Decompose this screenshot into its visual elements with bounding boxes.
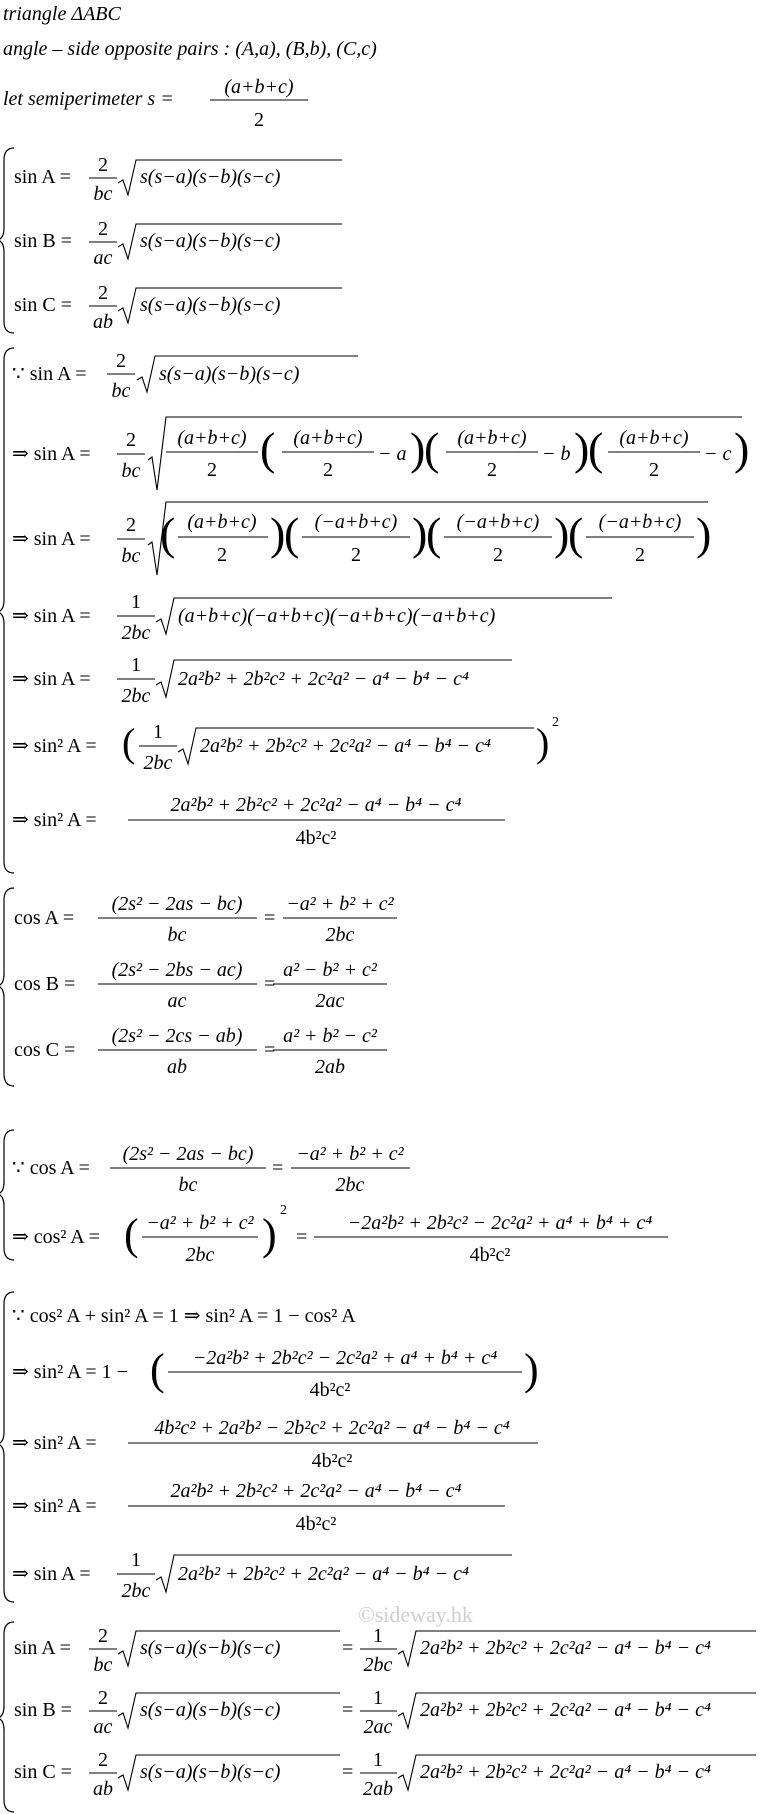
b4r1-lhs: ∵ cos A = bbox=[12, 1157, 90, 1179]
block6-radicand2: 2a²b² + 2b²c² + 2c²a² − a⁴ − b⁴ − c⁴ bbox=[420, 1637, 711, 1659]
b2r5-radicand: 2a²b² + 2b²c² + 2c²a² − a⁴ − b⁴ − c⁴ bbox=[178, 668, 469, 690]
b5r2-den: 4b²c² bbox=[309, 1379, 351, 1401]
block6-num: 2 bbox=[98, 1625, 108, 1647]
b2r3-f2-num: (−a+b+c) bbox=[314, 511, 398, 533]
block6-lhs: sin C = bbox=[14, 1761, 72, 1783]
equals-sign: = bbox=[296, 1226, 308, 1248]
block3-den2: 2ac bbox=[315, 990, 345, 1012]
paren-close: ) bbox=[536, 720, 550, 765]
b2r6-exponent: 2 bbox=[552, 715, 559, 730]
b4r2-exponent: 2 bbox=[280, 1203, 287, 1218]
block1-den: ac bbox=[93, 247, 113, 269]
block6-row-a bbox=[14, 1625, 756, 1676]
block1-den: bc bbox=[93, 183, 113, 205]
brace-left bbox=[0, 1622, 14, 1812]
block6-num2: 1 bbox=[373, 1625, 383, 1647]
block1-row-a bbox=[14, 154, 342, 205]
block-cosines bbox=[0, 888, 397, 1086]
b2r3-lhs: ⇒ sin A = bbox=[12, 528, 91, 550]
block3-num1: (2s² − 2as − bc) bbox=[111, 893, 243, 915]
header-line-semiperimeter: let semiperimeter s = bbox=[3, 88, 174, 110]
b5r5-lhs: ⇒ sin A = bbox=[12, 1563, 91, 1585]
b2r2-f2-num: (a+b+c) bbox=[293, 427, 363, 449]
b2r2-num: 2 bbox=[126, 429, 136, 451]
b2r2-f2-den: 2 bbox=[323, 459, 333, 481]
equals-sign: = bbox=[264, 973, 276, 995]
b2r3-den: bc bbox=[121, 545, 141, 567]
block6-radicand2: 2a²b² + 2b²c² + 2c²a² − a⁴ − b⁴ − c⁴ bbox=[420, 1761, 711, 1783]
b2r6-radicand: 2a²b² + 2b²c² + 2c²a² − a⁴ − b⁴ − c⁴ bbox=[200, 735, 491, 757]
b2r2-f4-den: 2 bbox=[649, 459, 659, 481]
block6-num2: 1 bbox=[373, 1749, 383, 1771]
paren-open: ( bbox=[588, 423, 604, 474]
block6-num2: 1 bbox=[373, 1687, 383, 1709]
block-sine-heron bbox=[0, 148, 342, 333]
b2r2-f3-term: − b bbox=[542, 443, 571, 465]
block6-row-b bbox=[14, 1687, 756, 1738]
b4r1-num1: (2s² − 2as − bc) bbox=[122, 1143, 254, 1165]
b2r2-f1-den: 2 bbox=[207, 459, 217, 481]
paren-open: ( bbox=[568, 508, 584, 559]
block6-radicand: s(s−a)(s−b)(s−c) bbox=[140, 1699, 281, 1721]
header-line-triangle: triangle ΔABC bbox=[3, 3, 121, 25]
block3-num1: (2s² − 2bs − ac) bbox=[111, 959, 243, 981]
paren-close: ) bbox=[696, 508, 712, 559]
b2r5-den: 2bc bbox=[121, 685, 151, 707]
block6-den2: 2ab bbox=[363, 1778, 393, 1800]
b5r3-den: 4b²c² bbox=[311, 1450, 353, 1472]
b4r1-num2: −a² + b² + c² bbox=[296, 1143, 404, 1165]
block3-den1: bc bbox=[167, 924, 187, 946]
b4r2-den1: 2bc bbox=[185, 1244, 215, 1266]
b2r2-f3-den: 2 bbox=[487, 459, 497, 481]
block3-row-a bbox=[14, 893, 397, 946]
b2r1-lhs: ∵ sin A = bbox=[12, 363, 87, 385]
equals-sign: = bbox=[342, 1699, 354, 1721]
block3-num2: −a² + b² + c² bbox=[286, 893, 394, 915]
equals-sign: = bbox=[264, 907, 276, 929]
b2r4-num: 1 bbox=[131, 591, 141, 613]
b2r7-lhs: ⇒ sin² A = bbox=[12, 809, 97, 831]
b2r3-f4-den: 2 bbox=[635, 544, 645, 566]
equals-sign: = bbox=[342, 1761, 354, 1783]
block6-row-c bbox=[14, 1749, 756, 1800]
paren-open: ( bbox=[284, 508, 300, 559]
block6-den2: 2ac bbox=[363, 1716, 393, 1738]
equals-sign: = bbox=[272, 1157, 284, 1179]
paren-open: ( bbox=[150, 1345, 165, 1394]
b5r2-lhs: ⇒ sin² A = 1 − bbox=[12, 1361, 128, 1383]
b2r6-num: 1 bbox=[153, 721, 163, 743]
b2r6-lhs: ⇒ sin² A = bbox=[12, 735, 97, 757]
block6-den: ac bbox=[93, 1716, 113, 1738]
block6-num: 2 bbox=[98, 1749, 108, 1771]
paren-open: ( bbox=[260, 423, 276, 474]
paren-close: ) bbox=[524, 1345, 539, 1394]
paren-close: ) bbox=[262, 1210, 277, 1259]
b2r3-num: 2 bbox=[126, 514, 136, 536]
b5r4-num: 2a²b² + 2b²c² + 2c²a² − a⁴ − b⁴ − c⁴ bbox=[170, 1480, 462, 1502]
b2r5-num: 1 bbox=[131, 654, 141, 676]
b2r2-f4-term: − c bbox=[704, 443, 732, 465]
b2r3-f3-den: 2 bbox=[493, 544, 503, 566]
b4r2-den2: 4b²c² bbox=[469, 1244, 511, 1266]
block3-num1: (2s² − 2cs − ab) bbox=[111, 1025, 243, 1047]
block1-lhs: sin C = bbox=[14, 294, 72, 316]
block6-radicand: s(s−a)(s−b)(s−c) bbox=[140, 1761, 281, 1783]
equals-sign: = bbox=[264, 1039, 276, 1061]
semiperimeter-numerator: (a+b+c) bbox=[224, 76, 294, 98]
paren-open: ( bbox=[424, 423, 440, 474]
b2r7-den: 4b²c² bbox=[295, 827, 337, 849]
paren-close: ) bbox=[734, 423, 750, 474]
block1-num: 2 bbox=[98, 282, 108, 304]
b2r5-lhs: ⇒ sin A = bbox=[12, 668, 91, 690]
paren-open: ( bbox=[426, 508, 442, 559]
block1-row-b bbox=[14, 218, 342, 269]
block1-den: ab bbox=[93, 311, 113, 333]
b4r1-den2: 2bc bbox=[335, 1174, 365, 1196]
b2r2-lhs: ⇒ sin A = bbox=[12, 443, 91, 465]
paren-close: ) bbox=[574, 423, 590, 474]
block1-radicand: s(s−a)(s−b)(s−c) bbox=[140, 166, 281, 188]
block3-den2: 2bc bbox=[325, 924, 355, 946]
b5r5-den: 2bc bbox=[121, 1580, 151, 1602]
b2r2-f2-term: − a bbox=[378, 443, 407, 465]
paren-open: ( bbox=[124, 1210, 139, 1259]
b2r4-radicand: (a+b+c)(−a+b+c)(−a+b+c)(−a+b+c) bbox=[178, 605, 496, 627]
block3-den1: ac bbox=[167, 990, 187, 1012]
b5r5-radicand: 2a²b² + 2b²c² + 2c²a² − a⁴ − b⁴ − c⁴ bbox=[178, 1563, 469, 1585]
equals-sign: = bbox=[342, 1637, 354, 1659]
block3-num2: a² + b² − c² bbox=[283, 1025, 377, 1047]
paren-close: ) bbox=[412, 508, 428, 559]
b4r2-num2: −2a²b² + 2b²c² − 2c²a² + a⁴ + b⁴ + c⁴ bbox=[347, 1212, 653, 1234]
block3-row-b bbox=[14, 959, 387, 1012]
block-identity bbox=[0, 1292, 539, 1602]
b4r2-num1: −a² + b² + c² bbox=[146, 1212, 254, 1234]
b2r3-f3-num: (−a+b+c) bbox=[456, 511, 540, 533]
b5r3-num: 4b²c² + 2a²b² − 2b²c² + 2c²a² − a⁴ − b⁴ − c⁴ bbox=[154, 1417, 510, 1439]
b2r4-lhs: ⇒ sin A = bbox=[12, 605, 91, 627]
brace-left bbox=[0, 888, 14, 1086]
b2r3-f4-num: (−a+b+c) bbox=[598, 511, 682, 533]
block3-den1: ab bbox=[167, 1056, 187, 1078]
paren-open: ( bbox=[122, 720, 136, 765]
block3-lhs: cos C = bbox=[14, 1039, 76, 1061]
b2r7-num: 2a²b² + 2b²c² + 2c²a² − a⁴ − b⁴ − c⁴ bbox=[170, 794, 462, 816]
b5r2-num: −2a²b² + 2b²c² − 2c²a² + a⁴ + b⁴ + c⁴ bbox=[192, 1347, 498, 1369]
paren-close: ) bbox=[270, 508, 286, 559]
b4r2-lhs: ⇒ cos² A = bbox=[12, 1226, 100, 1248]
block1-num: 2 bbox=[98, 218, 108, 240]
block1-row-c bbox=[14, 282, 342, 333]
block3-num2: a² − b² + c² bbox=[283, 959, 377, 981]
block-sine-derivation bbox=[0, 348, 749, 873]
block3-lhs: cos A = bbox=[14, 907, 75, 929]
block6-radicand: s(s−a)(s−b)(s−c) bbox=[140, 1637, 281, 1659]
semiperimeter-denominator: 2 bbox=[254, 109, 264, 131]
block-cos-squared bbox=[0, 1130, 668, 1266]
block1-num: 2 bbox=[98, 154, 108, 176]
b5r4-den: 4b²c² bbox=[295, 1513, 337, 1535]
b2r6-den: 2bc bbox=[143, 752, 173, 774]
block6-num: 2 bbox=[98, 1687, 108, 1709]
b4r1-den1: bc bbox=[178, 1174, 198, 1196]
block6-lhs: sin B = bbox=[14, 1699, 72, 1721]
paren-close: ) bbox=[410, 423, 426, 474]
b2r1-num: 2 bbox=[116, 350, 126, 372]
block3-den2: 2ab bbox=[315, 1056, 345, 1078]
b2r2-den: bc bbox=[121, 460, 141, 482]
watermark-text: ©sideway.hk bbox=[358, 1602, 473, 1627]
block1-lhs: sin B = bbox=[14, 230, 72, 252]
b2r1-radicand: s(s−a)(s−b)(s−c) bbox=[159, 363, 300, 385]
block1-radicand: s(s−a)(s−b)(s−c) bbox=[140, 230, 281, 252]
b2r4-den: 2bc bbox=[121, 622, 151, 644]
b2r3-f2-den: 2 bbox=[351, 544, 361, 566]
b2r3-f1-den: 2 bbox=[217, 544, 227, 566]
block1-lhs: sin A = bbox=[14, 166, 71, 188]
header-line-pairs: angle – side opposite pairs : (A,a), (B,b), (C,c) bbox=[3, 38, 377, 60]
block-summary bbox=[0, 1622, 756, 1812]
b2r1-den: bc bbox=[111, 380, 131, 402]
block6-den: bc bbox=[93, 1654, 113, 1676]
b5r1-text: ∵ cos² A + sin² A = 1 ⇒ sin² A = 1 − cos² A bbox=[12, 1305, 356, 1327]
b2r2-f4-num: (a+b+c) bbox=[619, 427, 689, 449]
block6-radicand2: 2a²b² + 2b²c² + 2c²a² − a⁴ − b⁴ − c⁴ bbox=[420, 1699, 711, 1721]
block6-den: ab bbox=[93, 1778, 113, 1800]
b5r5-num: 1 bbox=[131, 1549, 141, 1571]
block6-den2: 2bc bbox=[363, 1654, 393, 1676]
b2r2-f1-num: (a+b+c) bbox=[177, 427, 247, 449]
paren-open: ( bbox=[160, 508, 176, 559]
block3-lhs: cos B = bbox=[14, 973, 76, 995]
block6-lhs: sin A = bbox=[14, 1637, 71, 1659]
b2r3-f1-num: (a+b+c) bbox=[187, 511, 257, 533]
paren-close: ) bbox=[554, 508, 570, 559]
block1-radicand: s(s−a)(s−b)(s−c) bbox=[140, 294, 281, 316]
block3-row-c bbox=[14, 1025, 387, 1078]
b2r2-f3-num: (a+b+c) bbox=[457, 427, 527, 449]
b5r3-lhs: ⇒ sin² A = bbox=[12, 1432, 97, 1454]
b5r4-lhs: ⇒ sin² A = bbox=[12, 1495, 97, 1517]
brace-left bbox=[0, 148, 14, 333]
